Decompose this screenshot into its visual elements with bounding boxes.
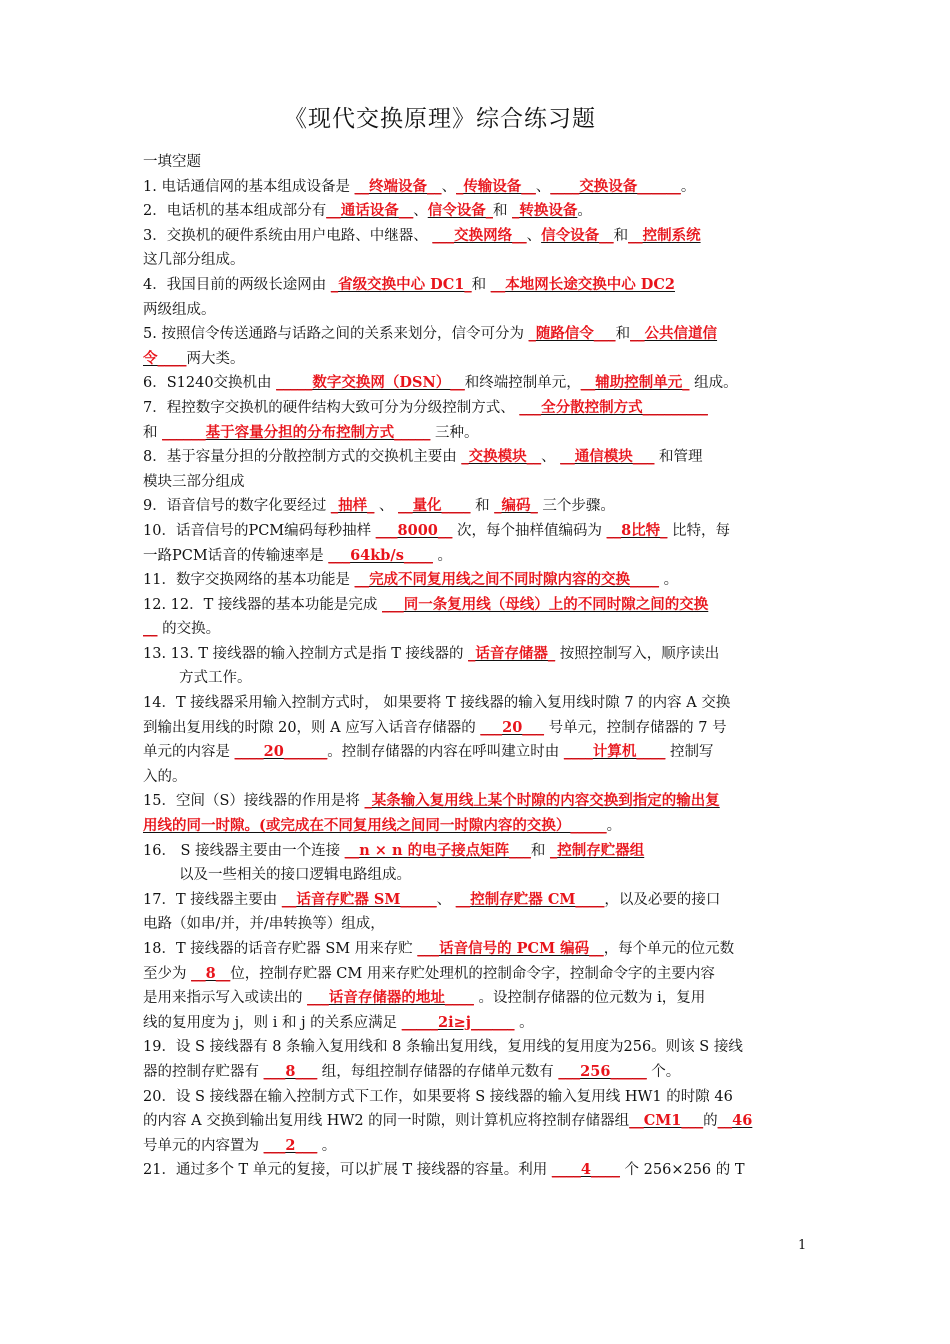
answer-fill: __终端设备__ xyxy=(354,177,442,195)
line-text: 两级组成。 xyxy=(143,301,216,318)
line-text: 16． S 接线器主要由一个连接 xyxy=(143,842,345,859)
line-text: 。设控制存储器的位元数为 i，复用 xyxy=(473,990,706,1007)
text-line xyxy=(143,666,808,691)
line-text: 10．话音信号的PCM编码每秒抽样 xyxy=(143,522,376,539)
line-text: 和 xyxy=(492,203,513,220)
line-text: 的 xyxy=(703,1113,718,1130)
text-line xyxy=(143,1035,808,1060)
text-line xyxy=(143,421,808,446)
section-heading: 一填空题 xyxy=(143,154,201,170)
line-text: 和 xyxy=(613,227,629,244)
answer-fill: ___8000__ xyxy=(375,521,453,539)
line-text: 13. 13. T 接线器的输入控制方式是指 T 接线器的 xyxy=(143,645,469,662)
line-text: 个。 xyxy=(646,1063,681,1080)
answer-fill: _省级交换中心 DC1_ xyxy=(330,275,472,293)
text-line xyxy=(143,322,808,347)
answer-fill: __8__ xyxy=(191,964,231,982)
answer-fill: _转换设备 xyxy=(512,202,578,220)
line-text: ，每个单元的位元数 xyxy=(603,941,735,957)
answer-fill: 令____ xyxy=(143,349,187,367)
text-line xyxy=(143,273,808,298)
line-text: 15．空间（S）接线器的作用是将 xyxy=(143,793,365,810)
line-text: 组，每组控制存储器的存储单元数有 xyxy=(317,1063,559,1080)
exercise-content xyxy=(143,150,808,1183)
line-text: 位，控制存贮器 CM 用来存贮处理机的控制命令字，控制命令字的主要内容 xyxy=(230,965,715,982)
line-text: 17．T 接线器主要由 xyxy=(143,891,282,908)
line-text: 7．程控数字交换机的硬件结构大致可分为分级控制方式、 xyxy=(143,399,520,416)
text-line xyxy=(143,937,808,962)
answer-fill: ____4____ xyxy=(551,1161,620,1179)
text-line xyxy=(143,1060,808,1085)
answer-fill: __通信模块___ xyxy=(560,448,655,466)
line-text: 。 xyxy=(659,572,679,589)
answer-fill: _传输设备__ xyxy=(456,177,536,195)
line-text: 3．交换机的硬件系统由用户电路、中继器、 xyxy=(143,227,433,244)
line-text: 控制写 xyxy=(665,744,714,761)
line-text: 、 xyxy=(541,449,561,466)
answer-fill: ___256_____ xyxy=(558,1062,647,1080)
answer-fill: __量化____ xyxy=(398,497,471,515)
answer-fill: 信令设备_ xyxy=(427,202,493,220)
line-text: 组成。 xyxy=(689,375,738,392)
text-line xyxy=(143,175,808,200)
line-text: 9．语音信号的数字化要经过 xyxy=(143,498,331,515)
answer-fill: __通话设备__ xyxy=(326,202,414,220)
answer-fill: __8比特_ xyxy=(606,521,668,539)
line-text: 和终端控制单元， xyxy=(464,375,581,392)
answer-fill: __辅助控制单元_ xyxy=(580,374,690,392)
line-text: 2．电话机的基本组成部分有 xyxy=(143,203,327,220)
text-line xyxy=(143,593,808,618)
line-text: 方式工作。 xyxy=(179,670,252,687)
text-line xyxy=(143,519,808,544)
text-line xyxy=(143,445,808,470)
text-line xyxy=(143,371,808,396)
answer-fill: _____2i≥j______ xyxy=(401,1013,515,1031)
line-text: 电路（如串/并，并/串转换等）组成， xyxy=(143,916,385,933)
answer-fill: ___20___ xyxy=(480,718,545,736)
line-text: 8．基于容量分担的分散控制方式的交换机主要由 xyxy=(143,449,462,466)
line-text: 的交换。 xyxy=(157,621,221,638)
text-line xyxy=(143,347,808,372)
text-line xyxy=(143,642,808,667)
line-text: 6．S1240交换机由 xyxy=(143,375,277,392)
line-text: 。 xyxy=(514,1014,534,1031)
text-line xyxy=(143,986,808,1011)
answer-fill: _抽样_ xyxy=(330,497,375,515)
answer-fill: _控制存贮器组 xyxy=(549,841,645,859)
line-text: 和 xyxy=(471,276,491,293)
line-text: 、 xyxy=(441,178,457,195)
text-line xyxy=(143,740,808,765)
line-text: 单元的内容是 xyxy=(143,744,235,761)
answer-fill: ____计算机____ xyxy=(563,743,666,761)
answer-fill: ____交换设备______ xyxy=(550,177,681,195)
answer-fill: ___全分散控制方式_________ xyxy=(519,398,708,416)
line-text: 和 xyxy=(530,842,550,859)
text-line xyxy=(143,814,808,839)
text-line xyxy=(143,544,808,569)
answer-fill: __话音存贮器 SM_____ xyxy=(281,890,437,908)
text-line xyxy=(143,248,808,273)
line-text: 两大类。 xyxy=(186,350,245,367)
text-line xyxy=(143,912,808,937)
line-text: 1. 电话通信网的基本组成设备是 xyxy=(143,178,355,195)
line-text: 19．设 S 接线器有 8 条输入复用线和 8 条输出复用线，复用线的复用度为256。则该 S 接线 xyxy=(143,1039,743,1056)
line-text: 和 xyxy=(143,424,163,441)
line-text: 和 xyxy=(615,326,631,343)
line-text: 。控制存储器的内容在呼叫建立时由 xyxy=(327,744,564,761)
line-text: 14．T 接线器采用输入控制方式时， 如果要将 T 接线器的输入复用线时隙 7 的内容 A 交换 xyxy=(143,695,731,712)
answer-fill: __CM1___ xyxy=(629,1112,704,1130)
line-text: 个 256×256 的 T xyxy=(619,1162,745,1179)
line-text: 12. 12．T 接线器的基本功能是完成 xyxy=(143,596,383,613)
question-lines xyxy=(143,175,808,1183)
text-line xyxy=(143,1134,808,1159)
answer-fill: ___交换网络__ xyxy=(432,226,527,244)
line-text: 到输出复用线的时隙 20，则 A 应写入话音存储器的 xyxy=(143,719,481,736)
document-title: 《现代交换原理》综合练习题 xyxy=(284,106,596,132)
page-number: 1 xyxy=(798,1238,807,1253)
line-text: 三种。 xyxy=(430,424,479,441)
text-line xyxy=(143,617,808,642)
text-line xyxy=(143,1011,808,1036)
answer-fill: _话音存储器_ xyxy=(468,644,556,662)
line-text: 。 xyxy=(606,818,622,835)
line-text: 21．通过多个 T 单元的复接，可以扩展 T 接线器的容量。利用 xyxy=(143,1162,552,1179)
line-text: 号单元，控制存储器的 7 号 xyxy=(544,719,727,736)
text-line xyxy=(143,494,808,519)
line-text: 。 xyxy=(680,178,696,195)
line-text: 比特，每 xyxy=(667,522,731,539)
answer-fill: _____数字交换网（DSN）__ xyxy=(276,374,465,392)
answer-fill: __控制存贮器 CM____ xyxy=(455,890,605,908)
line-text: 次，每个抽样值编码为 xyxy=(452,522,607,539)
text-line xyxy=(143,863,808,888)
line-text: 4．我国目前的两级长途网由 xyxy=(143,276,331,293)
text-line xyxy=(143,470,808,495)
answer-fill: _交换模块__ xyxy=(461,448,542,466)
line-text: 、 xyxy=(374,498,399,515)
answer-fill: ___2___ xyxy=(263,1136,318,1154)
text-line xyxy=(143,224,808,249)
line-text: 器的控制存贮器有 xyxy=(143,1063,264,1080)
answer-fill: _某条输入复用线上某个时隙的内容交换到指定的输出复 xyxy=(364,792,720,810)
answer-fill: __46 xyxy=(717,1112,753,1130)
answer-fill: ___同一条复用线（母线）上的不同时隙之间的交换 xyxy=(382,595,709,613)
text-line xyxy=(143,396,808,421)
line-text: 号单元的内容置为 xyxy=(143,1137,264,1154)
text-line xyxy=(143,789,808,814)
line-text: 是用来指示写入或读出的 xyxy=(143,990,308,1007)
answer-fill: __完成不同复用线之间不同时隙内容的交换____ xyxy=(354,571,660,589)
answer-fill: _编码_ xyxy=(494,497,538,515)
line-text: 、 xyxy=(436,891,456,908)
answer-fill: ___话音存储器的地址____ xyxy=(307,989,474,1007)
line-text: 。 xyxy=(577,203,592,220)
answer-fill: __本地网长途交换中心 DC2 xyxy=(490,275,675,293)
line-text: 线的复用度为 j，则 i 和 j 的关系应满足 xyxy=(143,1014,402,1031)
text-line xyxy=(143,568,808,593)
line-text: 11．数字交换网络的基本功能是 xyxy=(143,572,355,589)
answer-fill: 用线的同一时隙。(或完成在不同复用线之间同一时隙内容的交换）_____ xyxy=(143,817,607,835)
text-line xyxy=(143,1109,808,1134)
answer-fill: 信令设备__ xyxy=(541,226,614,244)
line-text: ，以及必要的接口 xyxy=(604,891,721,908)
line-text: 的内容 A 交换到输出复用线 HW2 的同一时隙，则计算机应将控制存储器组 xyxy=(143,1113,630,1130)
line-text: 入的。 xyxy=(143,768,187,785)
answer-fill: ___8___ xyxy=(263,1062,318,1080)
answer-fill: ___话音信号的 PCM 编码__ xyxy=(417,940,604,957)
line-text: 、 xyxy=(535,178,551,195)
text-line xyxy=(143,765,808,790)
line-text: 这几部分组成。 xyxy=(143,252,245,269)
line-text: 按照控制写入，顺序读出 xyxy=(555,645,720,662)
text-line xyxy=(143,691,808,716)
line-text: 三个步骤。 xyxy=(537,498,615,515)
text-line xyxy=(143,839,808,864)
line-text: 、 xyxy=(413,203,428,220)
line-text: 20．设 S 接线器在输入控制方式下工作，如果要将 S 接线器的输入复用线 HW1 的时隙 46 xyxy=(143,1088,733,1105)
line-text: 。 xyxy=(432,547,452,564)
line-text: 以及一些相关的接口逻辑电路组成。 xyxy=(179,867,411,884)
answer-fill: __公共信道信 xyxy=(630,325,718,343)
text-line xyxy=(143,716,808,741)
text-line xyxy=(143,199,808,224)
line-text: 。 xyxy=(317,1137,337,1154)
answer-fill: ____20______ xyxy=(234,743,328,761)
line-text: 18．T 接线器的话音存贮器 SM 用来存贮 xyxy=(143,941,418,957)
text-line xyxy=(143,962,808,987)
line-text: 模块三部分组成 xyxy=(143,473,245,490)
answer-fill: __控制系统 xyxy=(628,226,701,244)
line-text: 和管理 xyxy=(654,449,703,466)
line-text: 和 xyxy=(470,498,495,515)
line-text: 至少为 xyxy=(143,965,192,982)
answer-fill: __ xyxy=(143,620,158,638)
line-text: 5. 按照信令传送通路与话路之间的关系来划分，信令可分为 xyxy=(143,326,529,343)
text-line xyxy=(143,888,808,913)
answer-fill: _随路信令___ xyxy=(528,325,616,343)
text-line xyxy=(143,1158,808,1183)
line-text: 一路PCM话音的传输速率是 xyxy=(143,547,329,564)
text-line xyxy=(143,298,808,323)
answer-fill: ______基于容量分担的分布控制方式_____ xyxy=(162,423,431,441)
answer-fill: ___64kb/s____ xyxy=(328,546,433,564)
line-text: 、 xyxy=(526,227,542,244)
text-line xyxy=(143,1085,808,1110)
answer-fill: __n × n 的电子接点矩阵___ xyxy=(344,841,531,859)
